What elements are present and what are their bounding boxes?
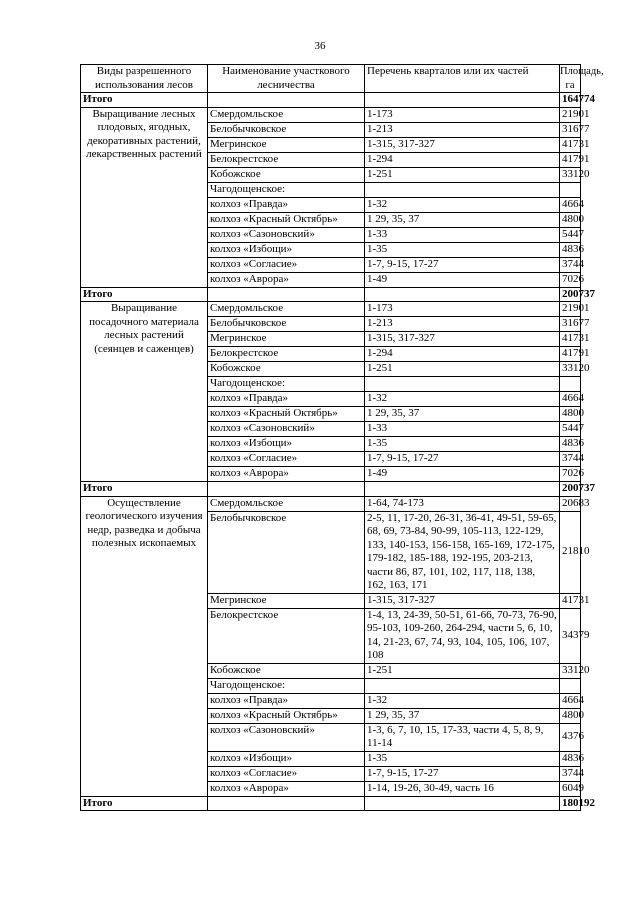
area-cell: 4664 xyxy=(560,392,581,407)
forestry-name-cell: колхоз «Красный Октябрь» xyxy=(208,708,365,723)
section-total-row xyxy=(81,482,581,497)
quarters-cell: 1-33 xyxy=(365,227,560,242)
forestry-name-cell: Мегринское xyxy=(208,332,365,347)
area-cell: 33120 xyxy=(560,167,581,182)
forestry-name-cell: Белокрестское xyxy=(208,347,365,362)
forestry-name-cell: Белобычковское xyxy=(208,511,365,593)
quarters-cell: 1-32 xyxy=(365,693,560,708)
forestry-name-cell: Смердомльское xyxy=(208,107,365,122)
area-cell: 3744 xyxy=(560,257,581,272)
total-label: Итого xyxy=(81,287,208,302)
forestry-name-cell: колхоз «Правда» xyxy=(208,197,365,212)
quarters-cell: 1-14, 19-26, 30-49, часть 16 xyxy=(365,781,560,796)
area-cell: 3744 xyxy=(560,766,581,781)
forestry-name-cell: колхоз «Согласие» xyxy=(208,257,365,272)
total-value: 200737 xyxy=(560,287,581,302)
area-cell: 4836 xyxy=(560,242,581,257)
quarters-cell xyxy=(365,678,560,693)
area-cell: 4836 xyxy=(560,437,581,452)
use-type-cell: Осуществление геологического изучения недр, разведка и добыча полезных ископаемых xyxy=(81,496,208,796)
forestry-name-cell: Белокрестское xyxy=(208,152,365,167)
table-row xyxy=(81,496,581,511)
quarters-cell: 1-315, 317-327 xyxy=(365,332,560,347)
forestry-name-cell: колхоз «Аврора» xyxy=(208,781,365,796)
forestry-name-cell: колхоз «Избощи» xyxy=(208,751,365,766)
header-forestry-name: Наименование участкового лесничества xyxy=(208,65,365,93)
quarters-cell: 1-251 xyxy=(365,167,560,182)
forestry-name-cell: колхоз «Правда» xyxy=(208,392,365,407)
quarters-cell: 1-35 xyxy=(365,242,560,257)
forestry-name-cell: Белобычковское xyxy=(208,122,365,137)
quarters-cell: 1-315, 317-327 xyxy=(365,593,560,608)
area-cell: 41791 xyxy=(560,347,581,362)
forestry-name-cell: колхоз «Красный Октябрь» xyxy=(208,212,365,227)
area-cell: 41731 xyxy=(560,137,581,152)
section-total-row xyxy=(81,287,581,302)
quarters-cell: 1-7, 9-15, 17-27 xyxy=(365,257,560,272)
area-cell: 41791 xyxy=(560,152,581,167)
quarters-cell: 1-173 xyxy=(365,302,560,317)
area-cell: 5447 xyxy=(560,422,581,437)
quarters-cell: 1-315, 317-327 xyxy=(365,137,560,152)
quarters-cell: 1-7, 9-15, 17-27 xyxy=(365,452,560,467)
forestry-name-cell: колхоз «Избощи» xyxy=(208,437,365,452)
forestry-name-cell: Белокрестское xyxy=(208,608,365,663)
total-label: Итого xyxy=(81,93,208,108)
quarters-cell: 1-35 xyxy=(365,437,560,452)
total-label: Итого xyxy=(81,482,208,497)
area-cell: 20683 xyxy=(560,496,581,511)
table-row xyxy=(81,302,581,317)
area-cell: 33120 xyxy=(560,362,581,377)
quarters-cell xyxy=(365,377,560,392)
total-label: Итого xyxy=(81,796,208,811)
quarters-cell: 1-3, 6, 7, 10, 15, 17-33, части 4, 5, 8, 9, 11-14 xyxy=(365,723,560,751)
quarters-cell: 1-213 xyxy=(365,122,560,137)
area-cell: 4664 xyxy=(560,197,581,212)
forestry-name-cell: Смердомльское xyxy=(208,496,365,511)
quarters-cell: 1 29, 35, 37 xyxy=(365,407,560,422)
quarters-cell: 1-294 xyxy=(365,152,560,167)
quarters-cell: 1-213 xyxy=(365,317,560,332)
quarters-cell: 1-32 xyxy=(365,392,560,407)
use-type-cell: Выращивание лесных плодовых, ягодных, декоративных растений, лекарственных растений xyxy=(81,107,208,287)
quarters-cell: 1-49 xyxy=(365,467,560,482)
quarters-cell: 1-251 xyxy=(365,663,560,678)
forestry-name-cell: колхоз «Сазоновский» xyxy=(208,422,365,437)
area-cell: 4800 xyxy=(560,708,581,723)
forestry-name-cell: Мегринское xyxy=(208,593,365,608)
quarters-cell: 1-251 xyxy=(365,362,560,377)
area-cell: 33120 xyxy=(560,663,581,678)
top-total-row xyxy=(81,93,581,108)
area-cell: 41731 xyxy=(560,593,581,608)
header-use-type: Виды разрешенного использования лесов xyxy=(81,65,208,93)
area-cell: 4376 xyxy=(560,723,581,751)
forestry-name-cell: колхоз «Аврора» xyxy=(208,467,365,482)
area-cell: 31677 xyxy=(560,317,581,332)
forestry-name-cell: колхоз «Согласие» xyxy=(208,766,365,781)
quarters-cell: 1-7, 9-15, 17-27 xyxy=(365,766,560,781)
quarters-cell: 1-4, 13, 24-39, 50-51, 61-66, 70-73, 76-90, 95-103, 109-260, 264-294, части 5, 6, 10, 14, 21-23, 67, 74, 93, 104, 105, 106, 107, 108 xyxy=(365,608,560,663)
forestry-name-cell: Белобычковское xyxy=(208,317,365,332)
quarters-cell: 1-32 xyxy=(365,197,560,212)
area-cell xyxy=(560,678,581,693)
area-cell: 31677 xyxy=(560,122,581,137)
forestry-name-cell: колхоз «Красный Октябрь» xyxy=(208,407,365,422)
area-cell: 4836 xyxy=(560,751,581,766)
forest-use-table xyxy=(80,64,604,811)
forestry-name-cell: колхоз «Аврора» xyxy=(208,272,365,287)
forestry-name-cell: колхоз «Избощи» xyxy=(208,242,365,257)
quarters-cell: 1-64, 74-173 xyxy=(365,496,560,511)
quarters-cell: 1-173 xyxy=(365,107,560,122)
quarters-cell: 1-33 xyxy=(365,422,560,437)
forestry-name-cell: Чагодощенское: xyxy=(208,182,365,197)
use-type-cell: Выращивание посадочного материала лесных растений (сеянцев и саженцев) xyxy=(81,302,208,482)
quarters-cell: 2-5, 11, 17-20, 26-31, 36-41, 49-51, 59-65, 68, 69, 73-84, 90-99, 105-113, 122-129, 133, 140-153, 156-158, 165-169, 172-175, 179-182, 185-188, 192-195, 203-213, части 86, 87, 101, 102, 117, 118, 138, 162, 163, 171 xyxy=(365,511,560,593)
area-cell: 4800 xyxy=(560,407,581,422)
forestry-name-cell: Кобожское xyxy=(208,167,365,182)
header-area: Площадь, га xyxy=(560,66,604,91)
page-number: 36 xyxy=(314,40,326,52)
area-cell: 41731 xyxy=(560,332,581,347)
area-cell: 4664 xyxy=(560,693,581,708)
forestry-name-cell: Кобожское xyxy=(208,663,365,678)
area-cell: 21810 xyxy=(560,511,581,593)
area-cell: 7026 xyxy=(560,272,581,287)
quarters-cell: 1-35 xyxy=(365,751,560,766)
quarters-cell: 1 29, 35, 37 xyxy=(365,708,560,723)
area-cell: 4800 xyxy=(560,212,581,227)
area-cell: 34379 xyxy=(560,608,581,663)
quarters-cell xyxy=(365,182,560,197)
area-cell: 3744 xyxy=(560,452,581,467)
area-cell: 21901 xyxy=(560,302,581,317)
table-row xyxy=(81,107,581,122)
area-cell: 5447 xyxy=(560,227,581,242)
table-body xyxy=(81,107,595,811)
forestry-name-cell: колхоз «Сазоновский» xyxy=(208,723,365,751)
section-total-row xyxy=(81,796,581,811)
quarters-cell: 1-49 xyxy=(365,272,560,287)
forestry-name-cell: Чагодощенское: xyxy=(208,377,365,392)
forestry-name-cell: Смердомльское xyxy=(208,302,365,317)
forestry-name-cell: Чагодощенское: xyxy=(208,678,365,693)
total-value: 180192 xyxy=(560,796,581,811)
area-cell xyxy=(560,182,581,197)
forestry-name-cell: колхоз «Правда» xyxy=(208,693,365,708)
header-row xyxy=(81,65,581,93)
header-quarters: Перечень кварталов или их частей xyxy=(365,65,560,93)
area-cell xyxy=(560,377,581,392)
area-cell: 21901 xyxy=(560,107,581,122)
total-value: 164774 xyxy=(560,93,581,108)
quarters-cell: 1 29, 35, 37 xyxy=(365,212,560,227)
forestry-name-cell: Кобожское xyxy=(208,362,365,377)
area-cell: 7026 xyxy=(560,467,581,482)
forestry-name-cell: колхоз «Сазоновский» xyxy=(208,227,365,242)
forestry-name-cell: колхоз «Согласие» xyxy=(208,452,365,467)
forestry-name-cell: Мегринское xyxy=(208,137,365,152)
area-cell: 6049 xyxy=(560,781,581,796)
quarters-cell: 1-294 xyxy=(365,347,560,362)
total-value: 200737 xyxy=(560,482,581,497)
